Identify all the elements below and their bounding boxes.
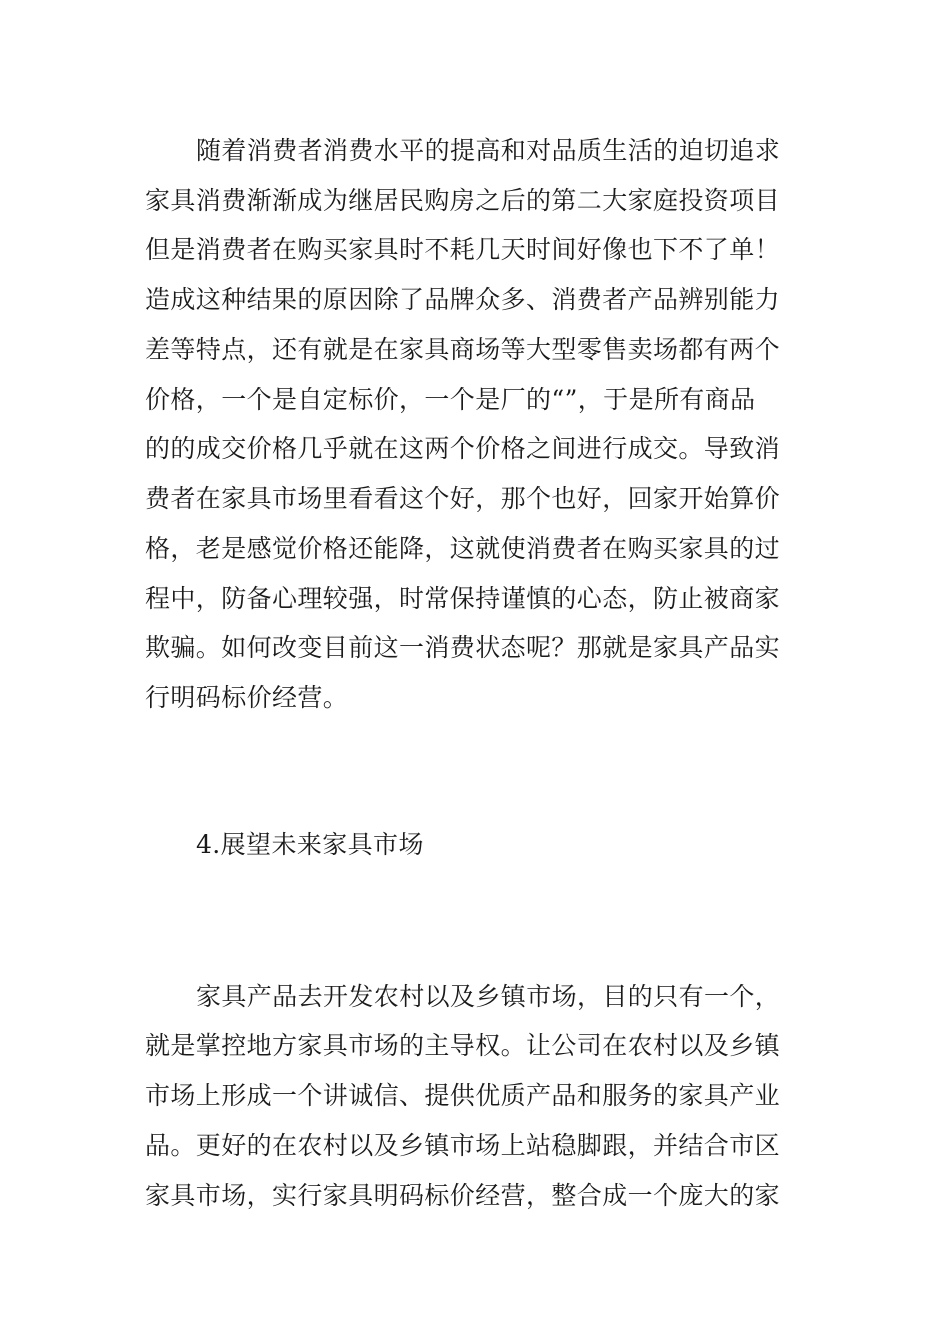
paragraph-1-line-11: 欺骗。如何改变目前这一消费状态呢？那就是家具产品实 (145, 633, 781, 662)
paragraph-1-line-8: 费者在家具市场里看看这个好，那个也好，回家开始算价 (145, 484, 781, 513)
paragraph-2-line-4: 品。更好的在农村以及乡镇市场上站稳脚跟，并结合市区 (145, 1131, 781, 1160)
paragraph-1-line-12: 行明码标价经营。 (145, 683, 349, 712)
paragraph-2-line-2: 就是掌控地方家具市场的主导权。让公司在农村以及乡镇 (145, 1031, 781, 1060)
paragraph-1-line-6: 价格，一个是自定标价，一个是厂的“”，于是所有商品 (145, 385, 756, 414)
paragraph-2-line-1: 家具产品去开发农村以及乡镇市场，目的只有一个， (196, 982, 781, 1011)
paragraph-1-line-10: 程中，防备心理较强，时常保持谨慎的心态，防止被商家 (145, 584, 781, 613)
paragraph-2-line-3: 市场上形成一个讲诚信、提供优质产品和服务的家具产业 (145, 1081, 781, 1110)
paragraph-1-line-5: 差等特点，还有就是在家具商场等大型零售卖场都有两个 (145, 335, 781, 364)
paragraph-1-line-4: 造成这种结果的原因除了品牌众多、消费者产品辨别能力 (145, 285, 781, 314)
paragraph-1-line-7: 的的成交价格几乎就在这两个价格之间进行成交。导致消 (145, 434, 781, 463)
section-heading: 4.展望未来家具市场 (196, 830, 424, 859)
paragraph-1-line-9: 格，老是感觉价格还能降，这就使消费者在购买家具的过 (145, 534, 781, 563)
paragraph-1-line-2: 家具消费渐渐成为继居民购房之后的第二大家庭投资项目 (145, 186, 781, 215)
paragraph-1-line-3: 但是消费者在购买家具时不耗几天时间好像也下不了单！ (145, 235, 781, 264)
paragraph-1-line-1: 随着消费者消费水平的提高和对品质生活的迫切追求 (196, 136, 781, 165)
paragraph-2-line-5: 家具市场，实行家具明码标价经营，整合成一个庞大的家 (145, 1181, 781, 1210)
